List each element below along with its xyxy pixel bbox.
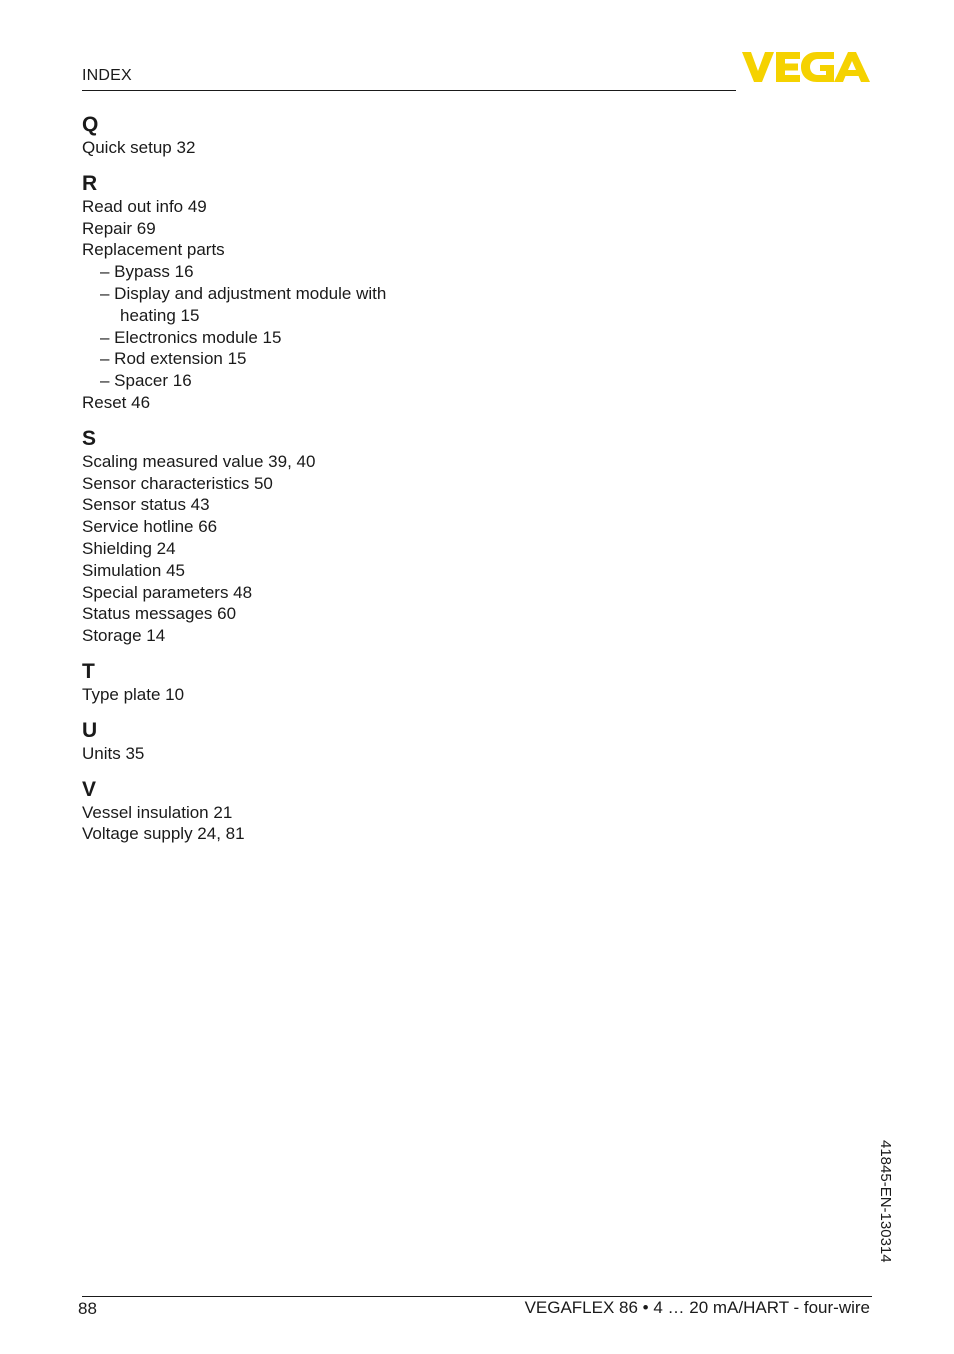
index-letter-heading: V [82, 777, 97, 801]
vega-logo [742, 52, 872, 82]
index-subentry: – Spacer 16 [100, 371, 192, 391]
index-group-r [82, 171, 682, 414]
index-subentry: – Rod extension 15 [100, 349, 247, 369]
index-entry: Special parameters 48 [82, 582, 253, 602]
index-group-u [82, 718, 682, 765]
index-letter-heading: T [82, 659, 95, 683]
index-entry: Reset 46 [82, 392, 151, 412]
index-entry: Storage 14 [82, 626, 166, 646]
index-entry: Replacement parts [82, 240, 225, 260]
index-entry: Voltage supply 24, 81 [82, 824, 245, 844]
header-divider [82, 90, 736, 91]
page-number: 88 [78, 1299, 97, 1318]
index-entry: Read out info 49 [82, 196, 207, 216]
index-group-s [82, 426, 682, 647]
index-entry: Quick setup 32 [82, 138, 196, 157]
index-letter-heading: U [82, 718, 98, 742]
index-group-t [82, 659, 682, 706]
index-entry: Repair 69 [82, 218, 156, 238]
index-list [82, 112, 682, 857]
index-entry: Sensor characteristics 50 [82, 473, 273, 493]
index-subentry: – Bypass 16 [100, 262, 194, 282]
document-code: 41845-EN-130314 [877, 1140, 894, 1263]
index-subentry: – Display and adjustment module with [100, 283, 387, 303]
index-entry: Status messages 60 [82, 604, 237, 624]
index-letter-heading: Q [82, 113, 99, 136]
index-letter-heading: R [82, 171, 98, 195]
index-entry: Service hotline 66 [82, 517, 218, 537]
index-subentry: – Electronics module 15 [100, 327, 282, 347]
index-group-q [82, 112, 682, 159]
index-entry: Vessel insulation 21 [82, 802, 233, 822]
index-entry: Sensor status 43 [82, 495, 210, 515]
index-entry: Shielding 24 [82, 538, 176, 558]
index-group-v [82, 777, 682, 846]
index-entry: Scaling measured value 39, 40 [82, 451, 316, 471]
index-entry: Units 35 [82, 743, 145, 763]
index-entry: Simulation 45 [82, 560, 186, 580]
document-title: VEGAFLEX 86 • 4 … 20 mA/HART - four-wire [524, 1298, 870, 1317]
index-letter-heading: S [82, 426, 97, 450]
index-entry: Type plate 10 [82, 684, 185, 704]
footer-divider [82, 1296, 872, 1297]
index-subentry: heating 15 [120, 305, 200, 325]
section-label: INDEX [82, 67, 132, 84]
